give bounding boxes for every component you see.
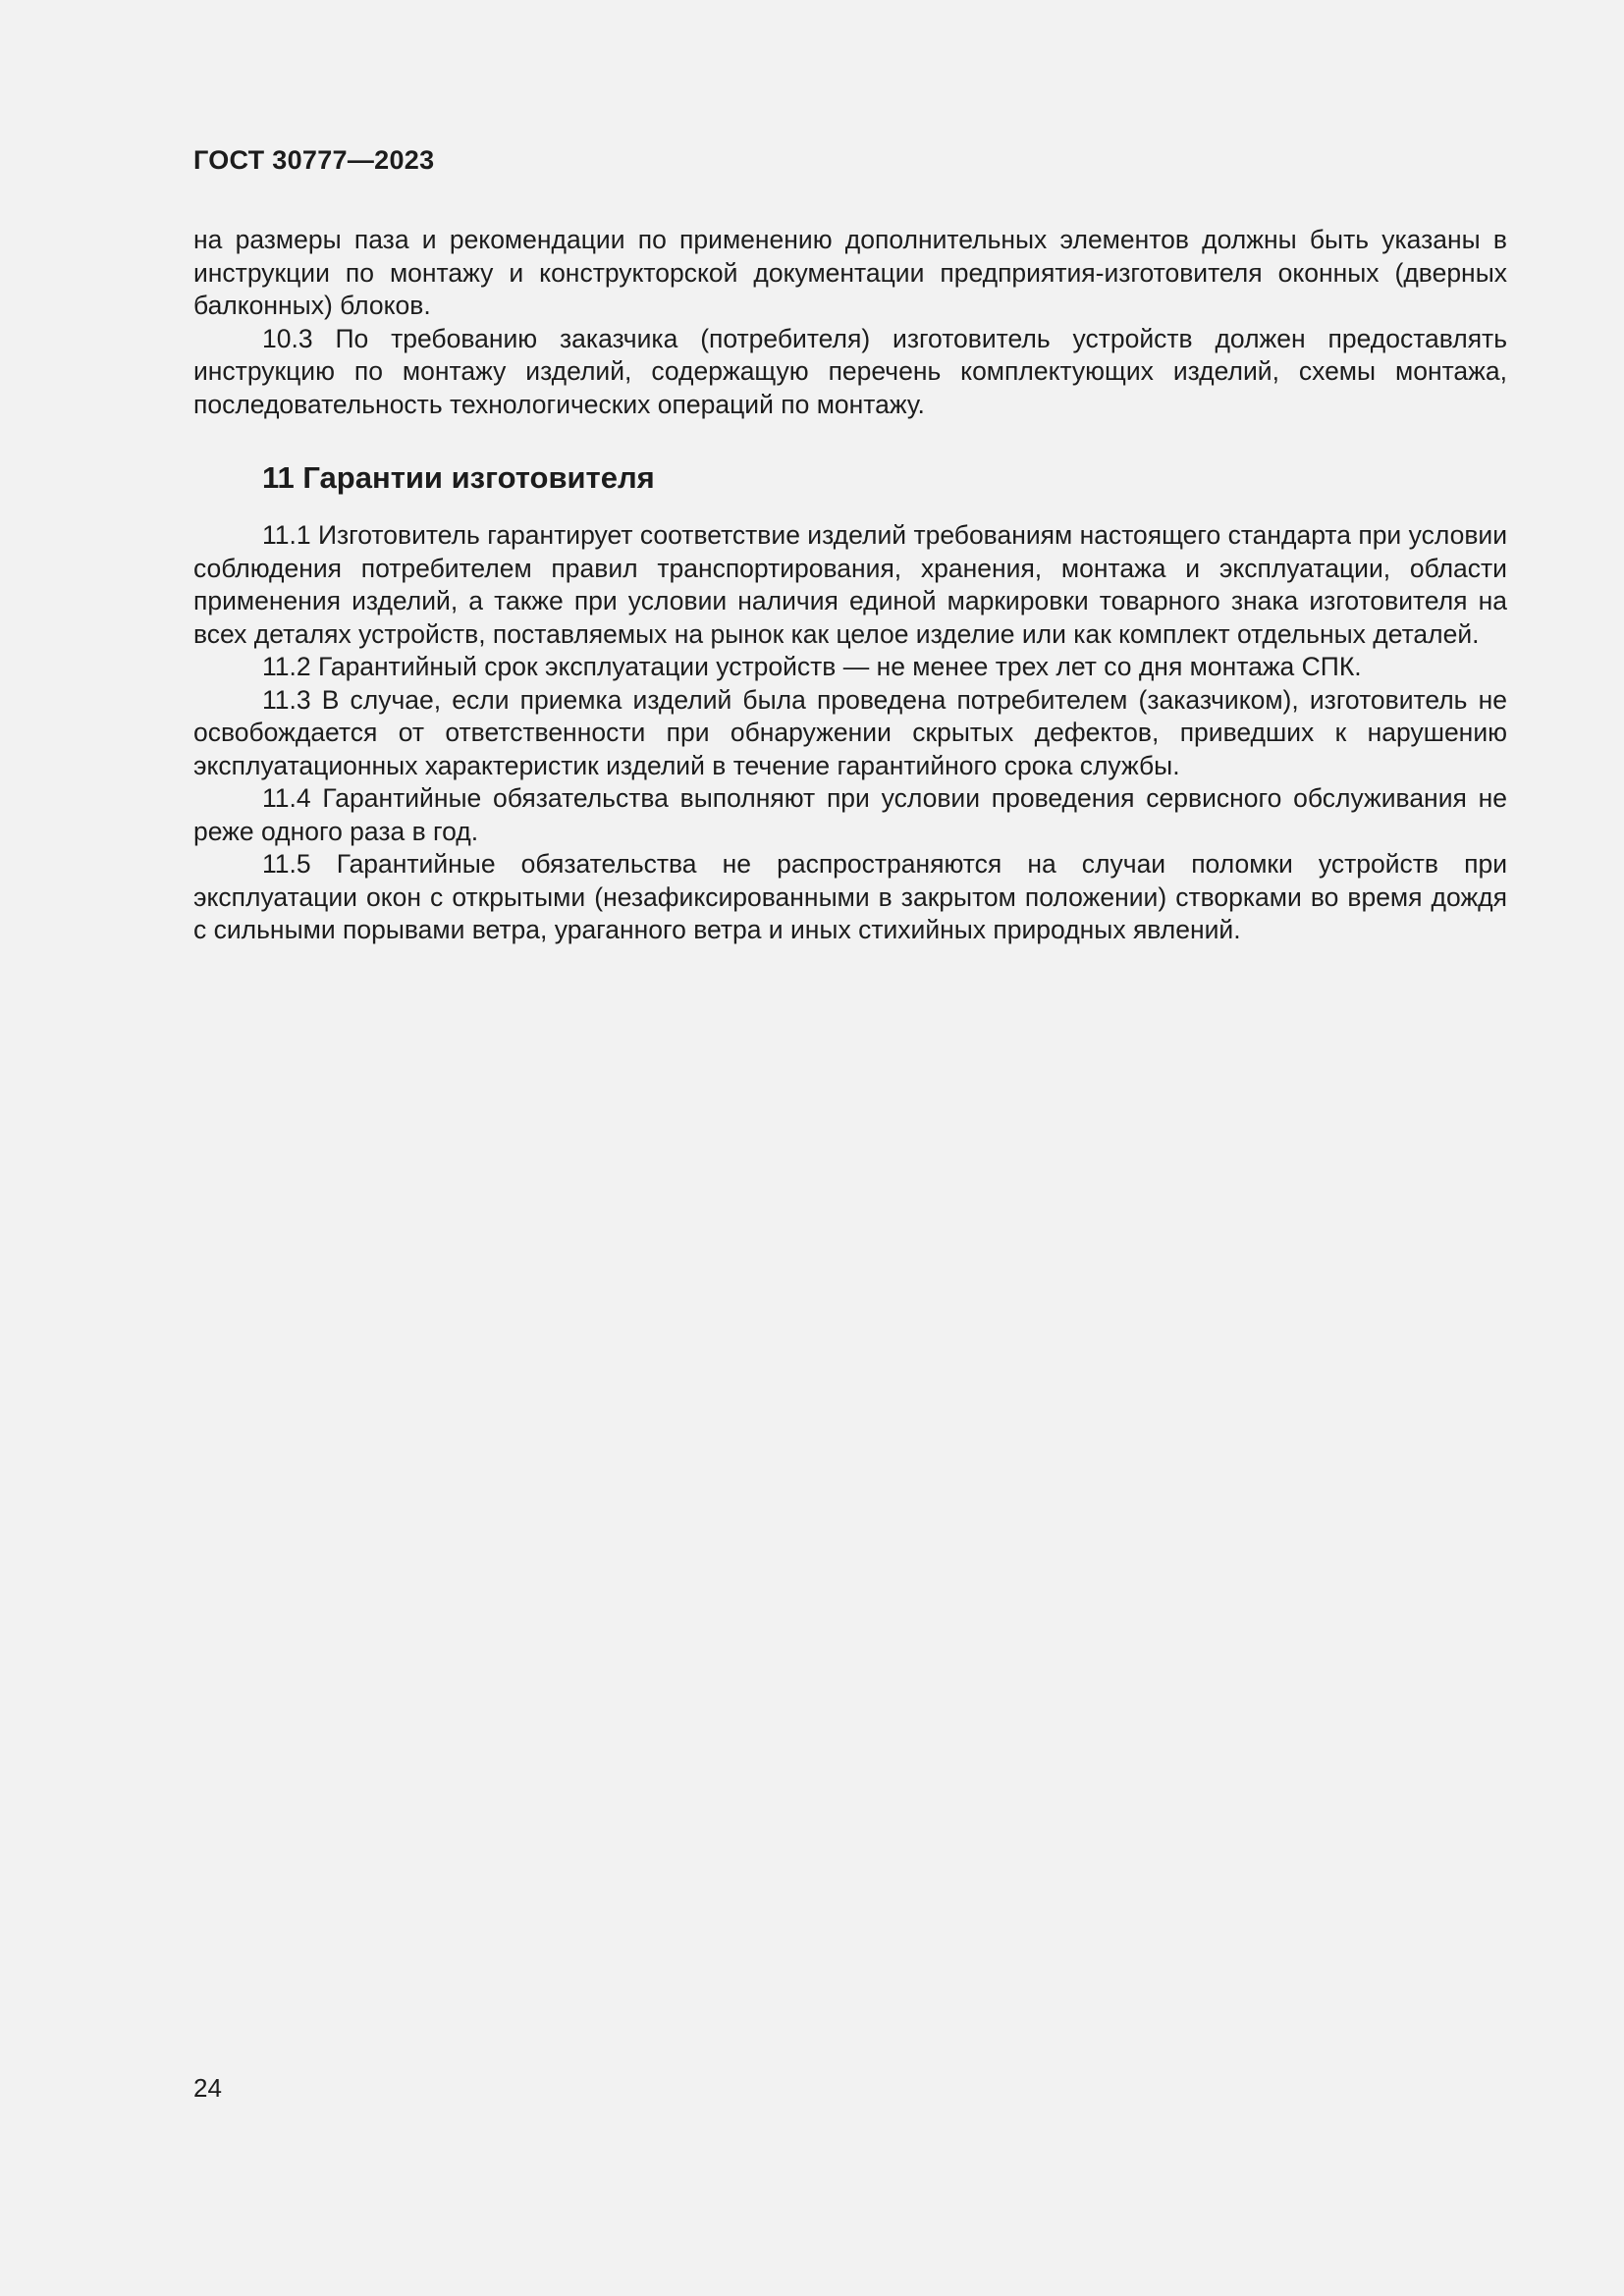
paragraph-11-3: 11.3 В случае, если приемка изделий была проведена потребителем (заказчиком), изготовитель не освобождается от ответственности при обнаружении скрытых дефектов, приведших к нарушению эксплуатационных характеристик изделий в течение гарантийного срока службы. (193, 684, 1507, 780)
paragraph-11-1: 11.1 Изготовитель гарантирует соответствие изделий требованиям настоящего стандарта при условии соблюдения потребителем правил транспортирования, хранения, монтажа и эксплуатации, области применения изделий, а также при условии наличия единой маркировки товарного знака изготовителя на всех деталях устройств, поставляемых на рынок как целое изделие или как комплект отдельных деталей. (193, 520, 1507, 649)
page-number: 24 (193, 2073, 222, 2103)
paragraph-10-3: 10.3 По требованию заказчика (потребителя) изготовитель устройств должен предоставлять инструкцию по монтажу изделий, содержащую перечень комплектующих изделий, схемы монтажа, последовательность технологических операций по монтажу. (193, 323, 1507, 419)
running-header: ГОСТ 30777—2023 (193, 145, 435, 175)
section-heading-11: 11 Гарантии изготовителя (262, 460, 655, 495)
paragraph-11-2: 11.2 Гарантийный срок эксплуатации устройств — не менее трех лет со дня монтажа СПК. (262, 652, 1362, 681)
page-body (193, 224, 1507, 947)
paragraph-11-5: 11.5 Гарантийные обязательства не распространяются на случаи поломки устройств при эксплуатации окон с открытыми (незафиксированными в закрытом положении) створками во время дождя с сильными порывами ветра, ураганного ветра и иных стихийных природных явлений. (193, 849, 1507, 944)
paragraph-10-2-continuation: на размеры паза и рекомендации по применению дополнительных элементов должны быть указаны в инструкции по монтажу и конструкторской документации предприятия-изготовителя оконных (дверных балконных) блоков. (193, 225, 1507, 320)
paragraph-11-4: 11.4 Гарантийные обязательства выполняют при условии проведения сервисного обслуживания не реже одного раза в год. (193, 783, 1507, 846)
